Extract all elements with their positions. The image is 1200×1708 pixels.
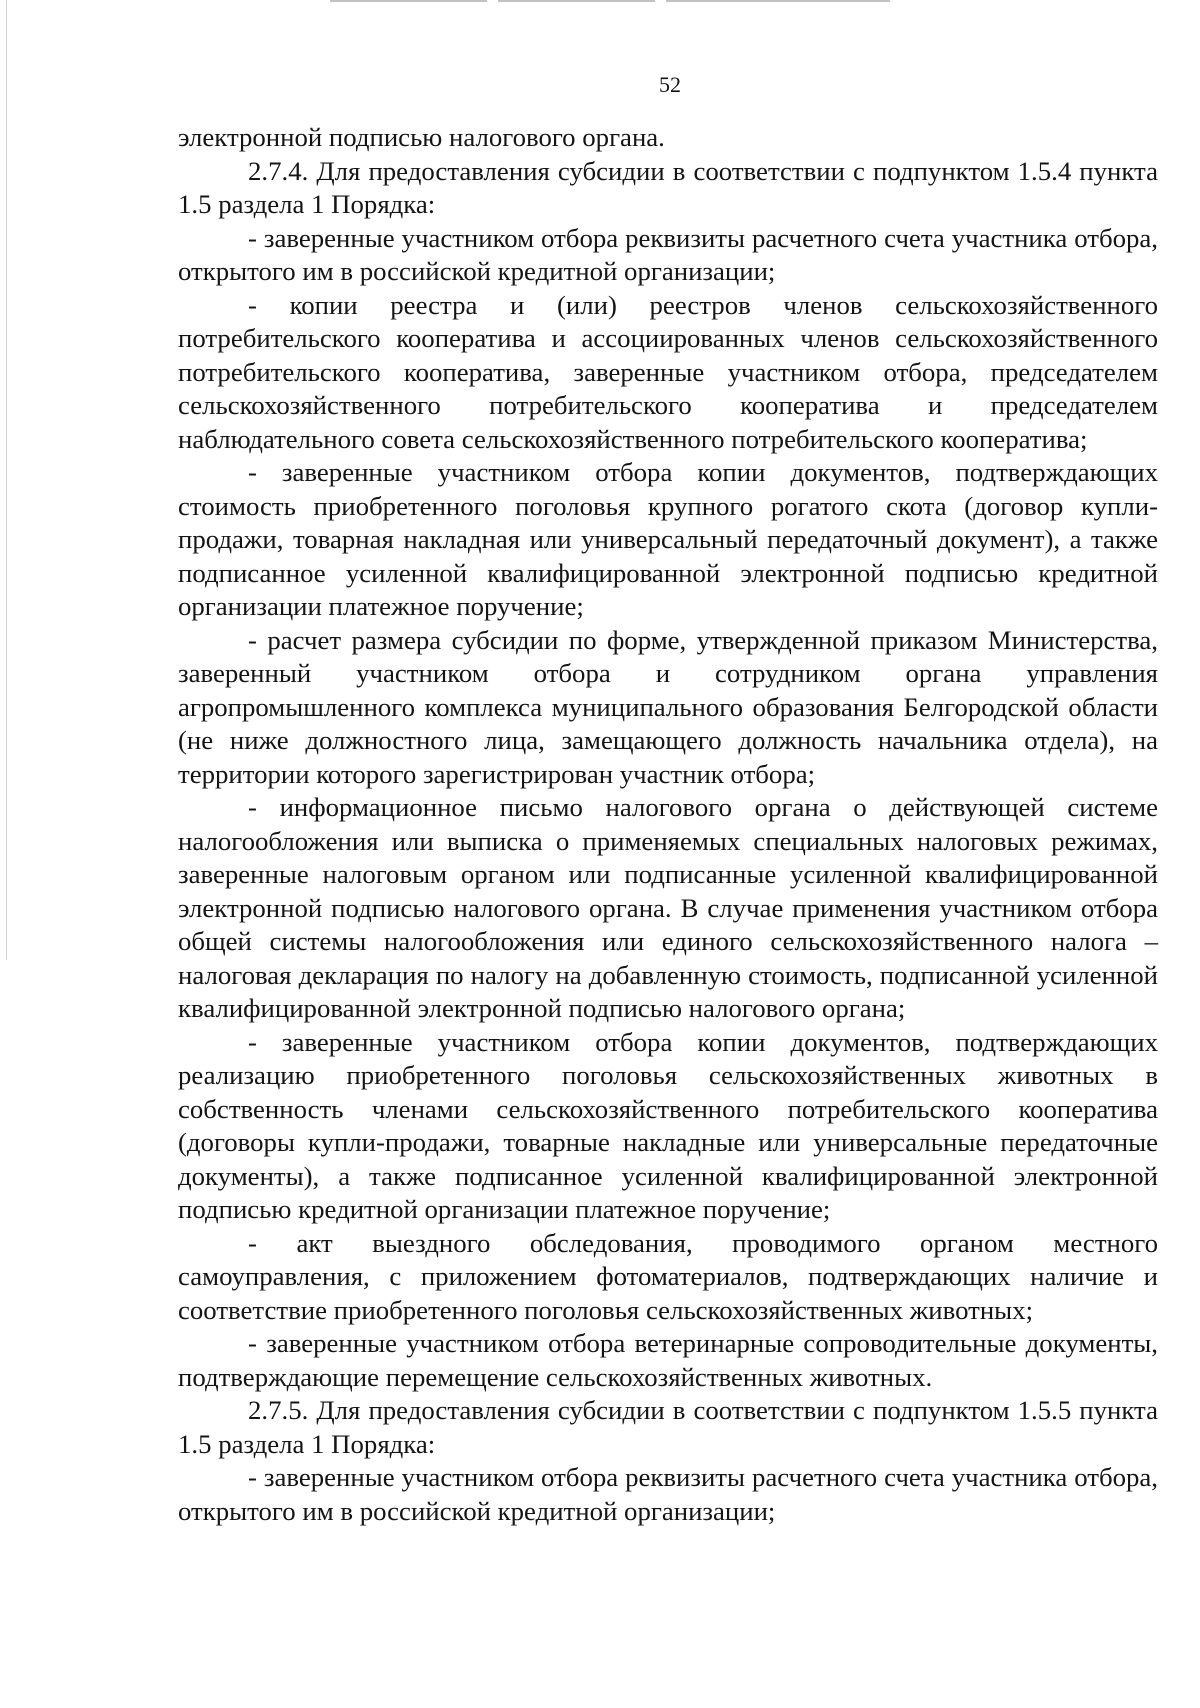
paragraph-list-item: - копии реестра и (или) реестров членов сельскохозяйственного потребительского кооператива и ассоциированных членов сельскохозяйственного потребительского кооператива, заверенные участником отбора, председателем сельскохозяйственного потребительского кооператива и председателем наблюдательного совета сельскохозяйственного потребительского кооператива;	[178, 289, 1158, 454]
paragraph-section-2-7-5: 2.7.5. Для предоставления субсидии в соответствии с подпунктом 1.5.5 пункта 1.5 раздела 1 Порядка:	[178, 1395, 1158, 1459]
scan-artifact-top-line	[330, 0, 890, 2]
page-number: 52	[659, 72, 681, 97]
paragraph-continuation: электронной подписью налогового органа.	[178, 122, 665, 152]
paragraph-list-item: - заверенные участником отбора реквизиты расчетного счета участника отбора, открытого им в российской кредитной организации;	[178, 1462, 1158, 1526]
paragraph-list-item: - заверенные участником отбора копии документов, подтверждающих реализацию приобретенного поголовья сельскохозяйственных животных в собственность членами сельскохозяйственного потребительского кооператива (договоры купли-продажи, товарные накладные или универсальные передаточные документы), а также подписанное усиленной квалифицированной электронной подписью кредитной организации платежное поручение;	[178, 1026, 1158, 1224]
scan-artifact-left-edge	[6, 0, 7, 960]
document-body	[178, 121, 1158, 1528]
paragraph-list-item: - заверенные участником отбора реквизиты расчетного счета участника отбора, открытого им в российской кредитной организации;	[178, 222, 1158, 286]
paragraph-list-item: - заверенные участником отбора ветеринарные сопроводительные документы, подтверждающие перемещение сельскохозяйственных животных.	[178, 1328, 1158, 1392]
paragraph-section-2-7-4: 2.7.4. Для предоставления субсидии в соответствии с подпунктом 1.5.4 пункта 1.5 раздела 1 Порядка:	[178, 155, 1158, 219]
paragraph-list-item: - информационное письмо налогового органа о действующей системе налогообложения или выписка о применяемых специальных налоговых режимах, заверенные налоговым органом или подписанные усиленной квалифицированной электронной подписью налогового органа. В случае применения участником отбора общей системы налогообложения или единого сельскохозяйственного налога – налоговая декларация по налогу на добавленную стоимость, подписанной усиленной квалифицированной электронной подписью налогового органа;	[178, 792, 1158, 1023]
paragraph-list-item: - заверенные участником отбора копии документов, подтверждающих стоимость приобретенного поголовья крупного рогатого скота (договор купли-продажи, товарная накладная или универсальный передаточный документ), а также подписанное усиленной квалифицированной электронной подписью кредитной организации платежное поручение;	[178, 457, 1158, 621]
paragraph-list-item: - расчет размера субсидии по форме, утвержденной приказом Министерства, заверенный участником отбора и сотрудником органа управления агропромышленного комплекса муниципального образования Белгородской области (не ниже должностного лица, замещающего должность начальника отдела), на территории которого зарегистрирован участник отбора;	[178, 624, 1158, 789]
paragraph-list-item: - акт выездного обследования, проводимого органом местного самоуправления, с приложением фотоматериалов, подтверждающих наличие и соответствие приобретенного поголовья сельскохозяйственных животных;	[178, 1227, 1158, 1325]
